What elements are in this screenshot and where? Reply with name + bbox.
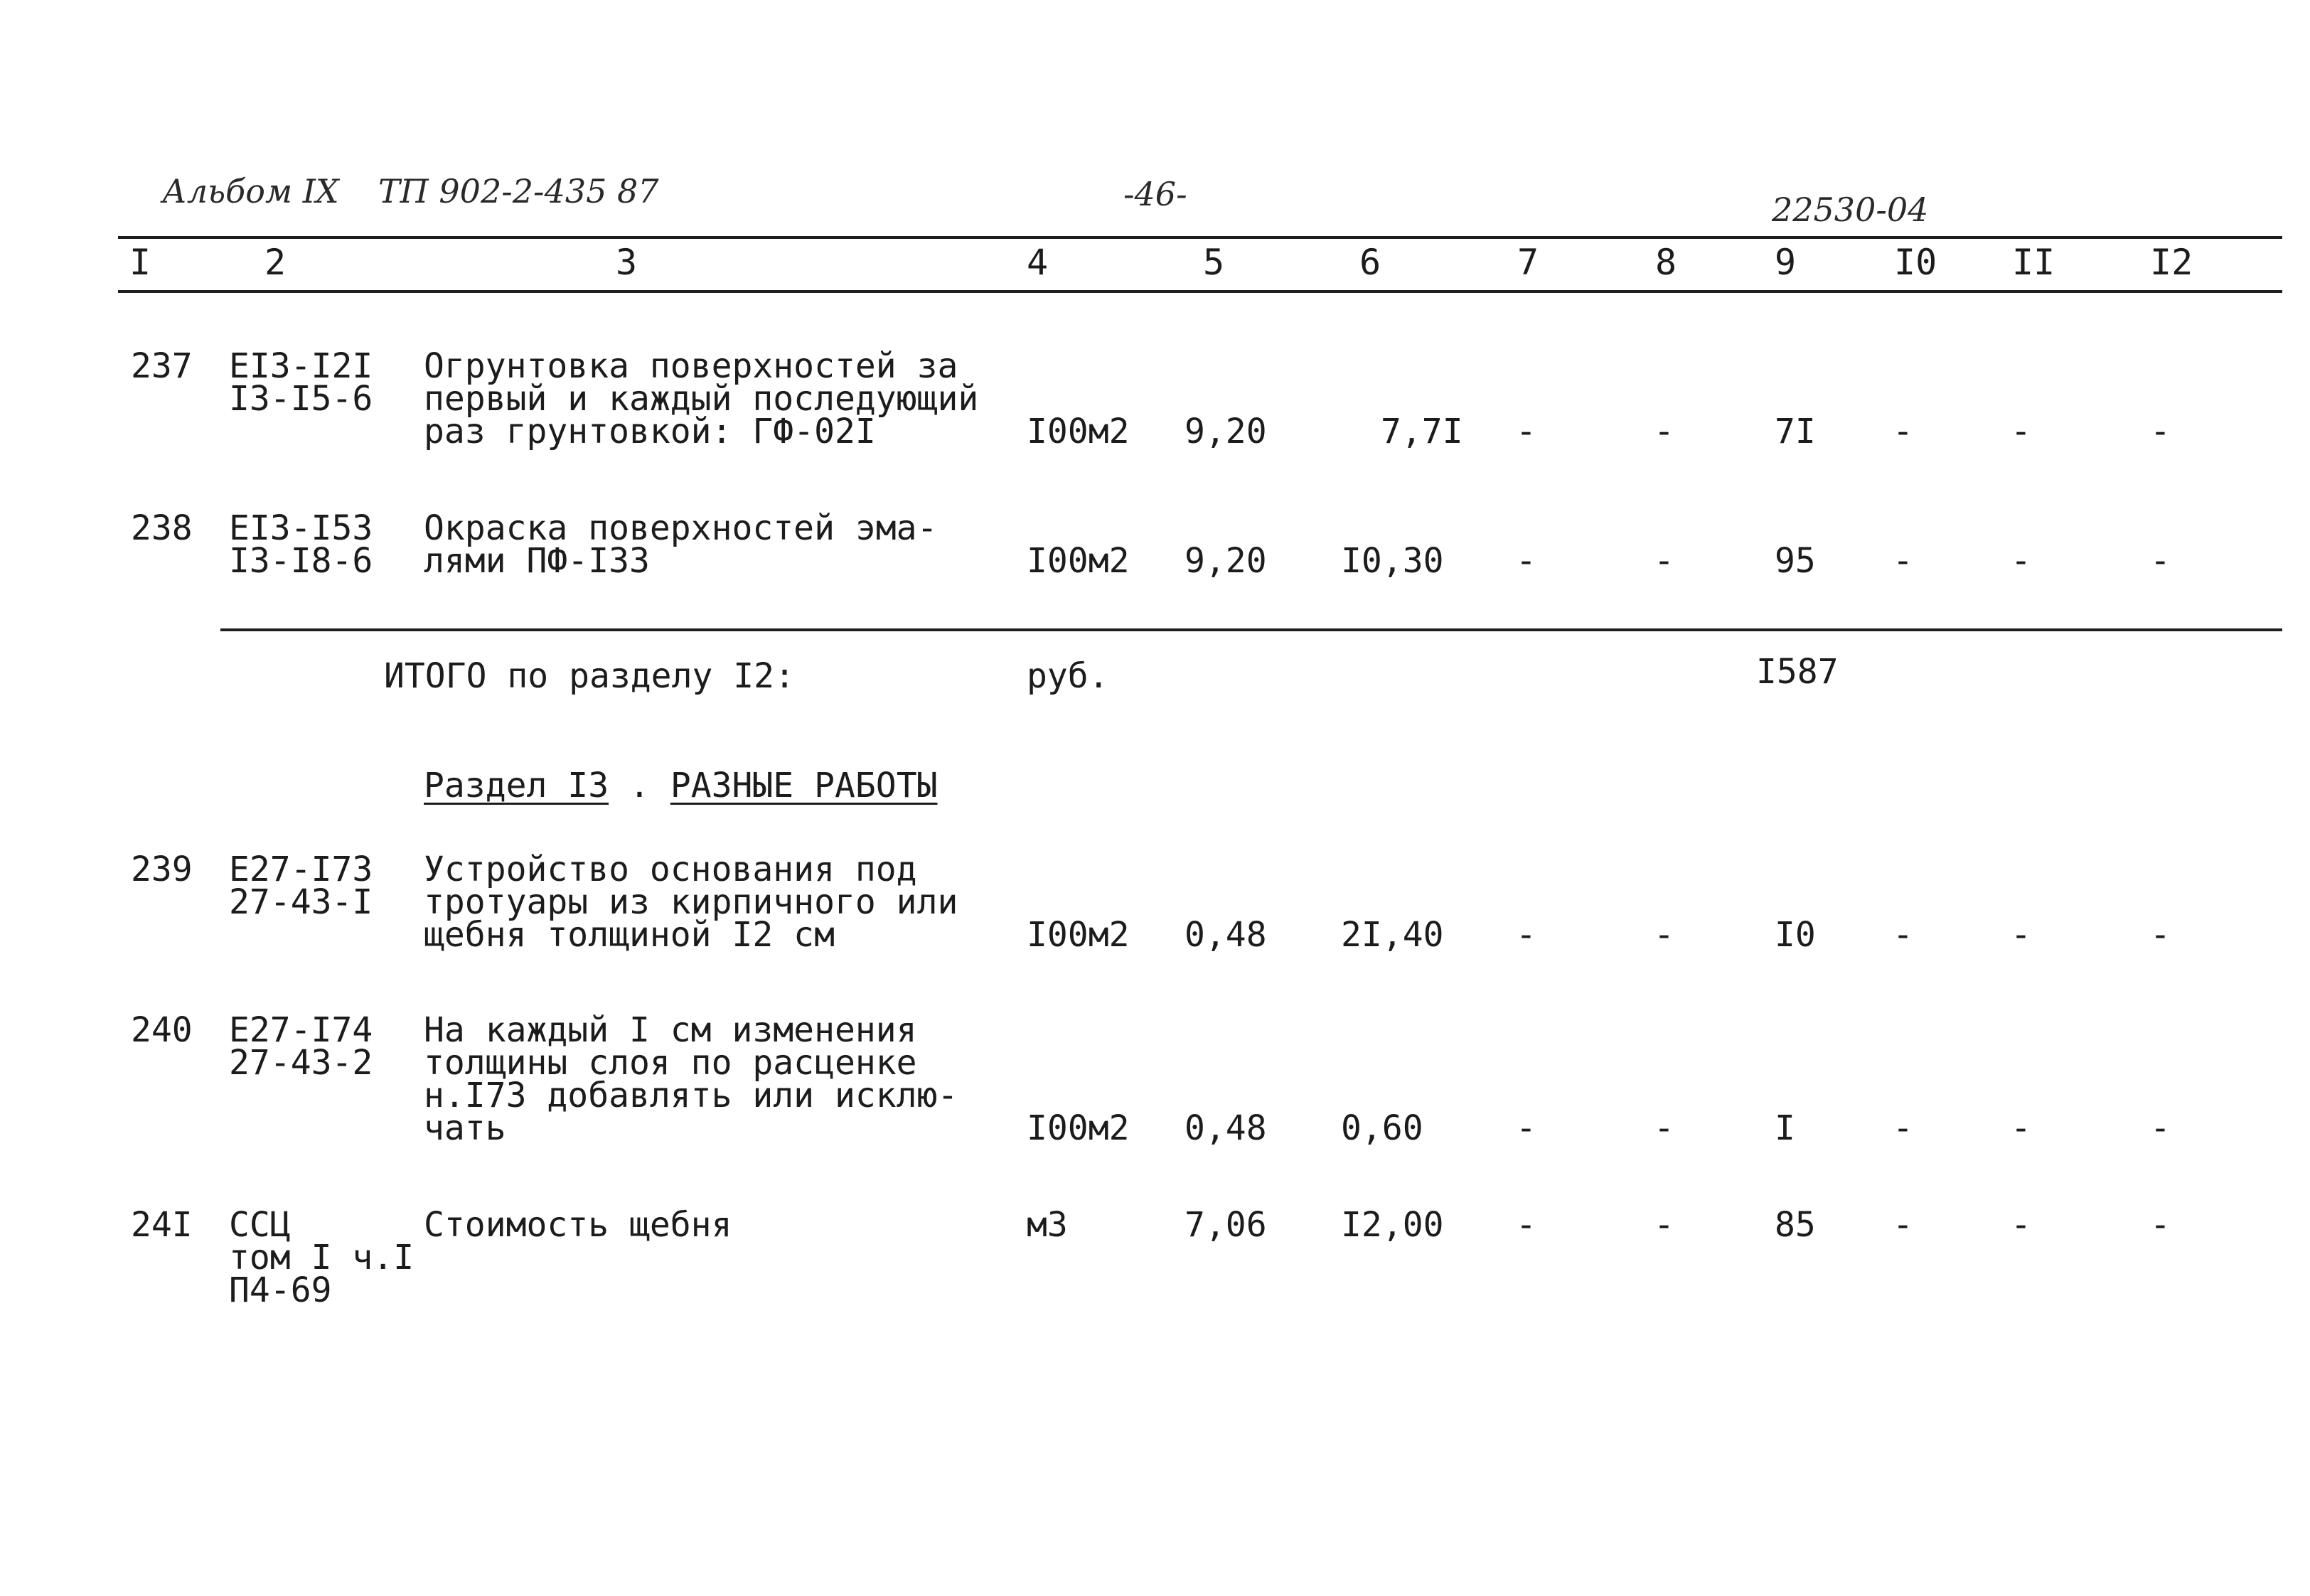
row-241-col7: - [1516, 1205, 1536, 1245]
row-241-code: ССЦ том I ч.I П4-69 [229, 1205, 415, 1310]
column-header-3: 3 [616, 242, 638, 283]
column-header-1: I [129, 242, 151, 283]
row-239-col5: 0,48 [1185, 915, 1267, 955]
row-237-col12: - [2150, 412, 2171, 451]
row-237-col7: - [1516, 412, 1536, 451]
column-header-10: I0 [1894, 242, 1937, 283]
row-238-col10: - [1893, 541, 1913, 581]
row-240-description: На каждый I см изменения толщины слоя по расценке н.I73 добавлять или исклю- чать [424, 1010, 958, 1148]
row-238-unit: I00м2 [1027, 541, 1130, 581]
row-240-number: 240 [131, 1010, 193, 1050]
row-240-col10: - [1893, 1108, 1913, 1148]
row-239-col9: I0 [1775, 915, 1816, 955]
row-238-col11: - [2011, 541, 2031, 581]
row-241-col6: I2,00 [1341, 1205, 1444, 1245]
row-239-col6: 2I,40 [1341, 915, 1444, 955]
column-header-12: I2 [2150, 242, 2193, 283]
section-heading [424, 766, 938, 805]
subtotal-value: I587 [1756, 652, 1839, 692]
section-number: Раздел I3 [424, 766, 609, 805]
subtotal-rule [220, 628, 2282, 631]
row-241-col10: - [1893, 1205, 1913, 1245]
column-header-8: 8 [1655, 242, 1677, 283]
row-237-col6: 7,7I [1381, 412, 1463, 451]
row-238-code: ЕI3-I53 I3-I8-6 [229, 508, 373, 581]
row-241-number: 24I [131, 1205, 193, 1245]
document-number: 22530-04 [1772, 191, 1929, 229]
row-239-col11: - [2011, 915, 2031, 955]
row-238-description: Окраска поверхностей эма- лями ПФ-I33 [424, 508, 938, 581]
row-240-col12: - [2150, 1108, 2171, 1148]
row-237-code: ЕI3-I2I I3-I5-6 [229, 346, 373, 419]
subtotal-label: ИТОГО по разделу I2: [384, 656, 795, 696]
row-237-number: 237 [131, 346, 193, 386]
row-237-unit: I00м2 [1027, 412, 1130, 451]
row-241-col5: 7,06 [1185, 1205, 1267, 1245]
row-238-number: 238 [131, 508, 193, 548]
row-239-col8: - [1654, 915, 1674, 955]
row-238-col8: - [1654, 541, 1674, 581]
column-header-7: 7 [1517, 242, 1539, 283]
column-header-2: 2 [264, 242, 287, 283]
row-240-col9: I [1775, 1108, 1795, 1148]
section-title: РАЗНЫЕ РАБОТЫ [670, 766, 938, 805]
row-240-col11: - [2011, 1108, 2031, 1148]
project-code: ТП 902-2-435 87 [378, 172, 659, 210]
row-240-col8: - [1654, 1108, 1674, 1148]
page-number: -46- [1123, 175, 1187, 213]
row-239-number: 239 [131, 850, 193, 889]
row-241-col9: 85 [1775, 1205, 1816, 1245]
header-bottom-rule [118, 290, 2282, 293]
column-header-5: 5 [1203, 242, 1225, 283]
row-240-col5: 0,48 [1185, 1108, 1267, 1148]
row-240-unit: I00м2 [1027, 1108, 1130, 1148]
row-239-description: Устройство основания под тротуары из кирпичного или щебня толщиной I2 см [424, 850, 958, 955]
row-240-code: Е27-I74 27-43-2 [229, 1010, 373, 1083]
subtotal-unit: руб. [1027, 656, 1109, 696]
row-238-col5: 9,20 [1185, 541, 1267, 581]
row-241-description: Стоимость щебня [424, 1205, 732, 1245]
top-rule [118, 236, 2282, 239]
column-header-4: 4 [1027, 242, 1049, 283]
album-label: Альбом IX [162, 172, 339, 210]
row-241-col8: - [1654, 1205, 1674, 1245]
row-239-code: Е27-I73 27-43-I [229, 850, 373, 922]
row-238-col9: 95 [1775, 541, 1816, 581]
row-241-col12: - [2150, 1205, 2171, 1245]
row-239-unit: I00м2 [1027, 915, 1130, 955]
row-237-col10: - [1893, 412, 1913, 451]
row-238-col6: I0,30 [1341, 541, 1444, 581]
row-239-col12: - [2150, 915, 2171, 955]
row-237-col5: 9,20 [1185, 412, 1267, 451]
row-238-col12: - [2150, 541, 2171, 581]
row-237-col11: - [2011, 412, 2031, 451]
row-241-col11: - [2011, 1205, 2031, 1245]
column-header-6: 6 [1359, 242, 1381, 283]
row-237-description: Огрунтовка поверхностей за первый и каждый последующий раз грунтовкой: ГФ-02I [424, 346, 979, 451]
row-237-col8: - [1654, 412, 1674, 451]
row-238-col7: - [1516, 541, 1536, 581]
row-239-col7: - [1516, 915, 1536, 955]
row-239-col10: - [1893, 915, 1913, 955]
section-separator: . [629, 766, 650, 805]
row-237-col9: 7I [1775, 412, 1816, 451]
row-240-col6: 0,60 [1341, 1108, 1423, 1148]
row-240-col7: - [1516, 1108, 1536, 1148]
row-241-unit: м3 [1027, 1205, 1068, 1245]
column-header-11: II [2012, 242, 2055, 283]
column-header-9: 9 [1775, 242, 1797, 283]
